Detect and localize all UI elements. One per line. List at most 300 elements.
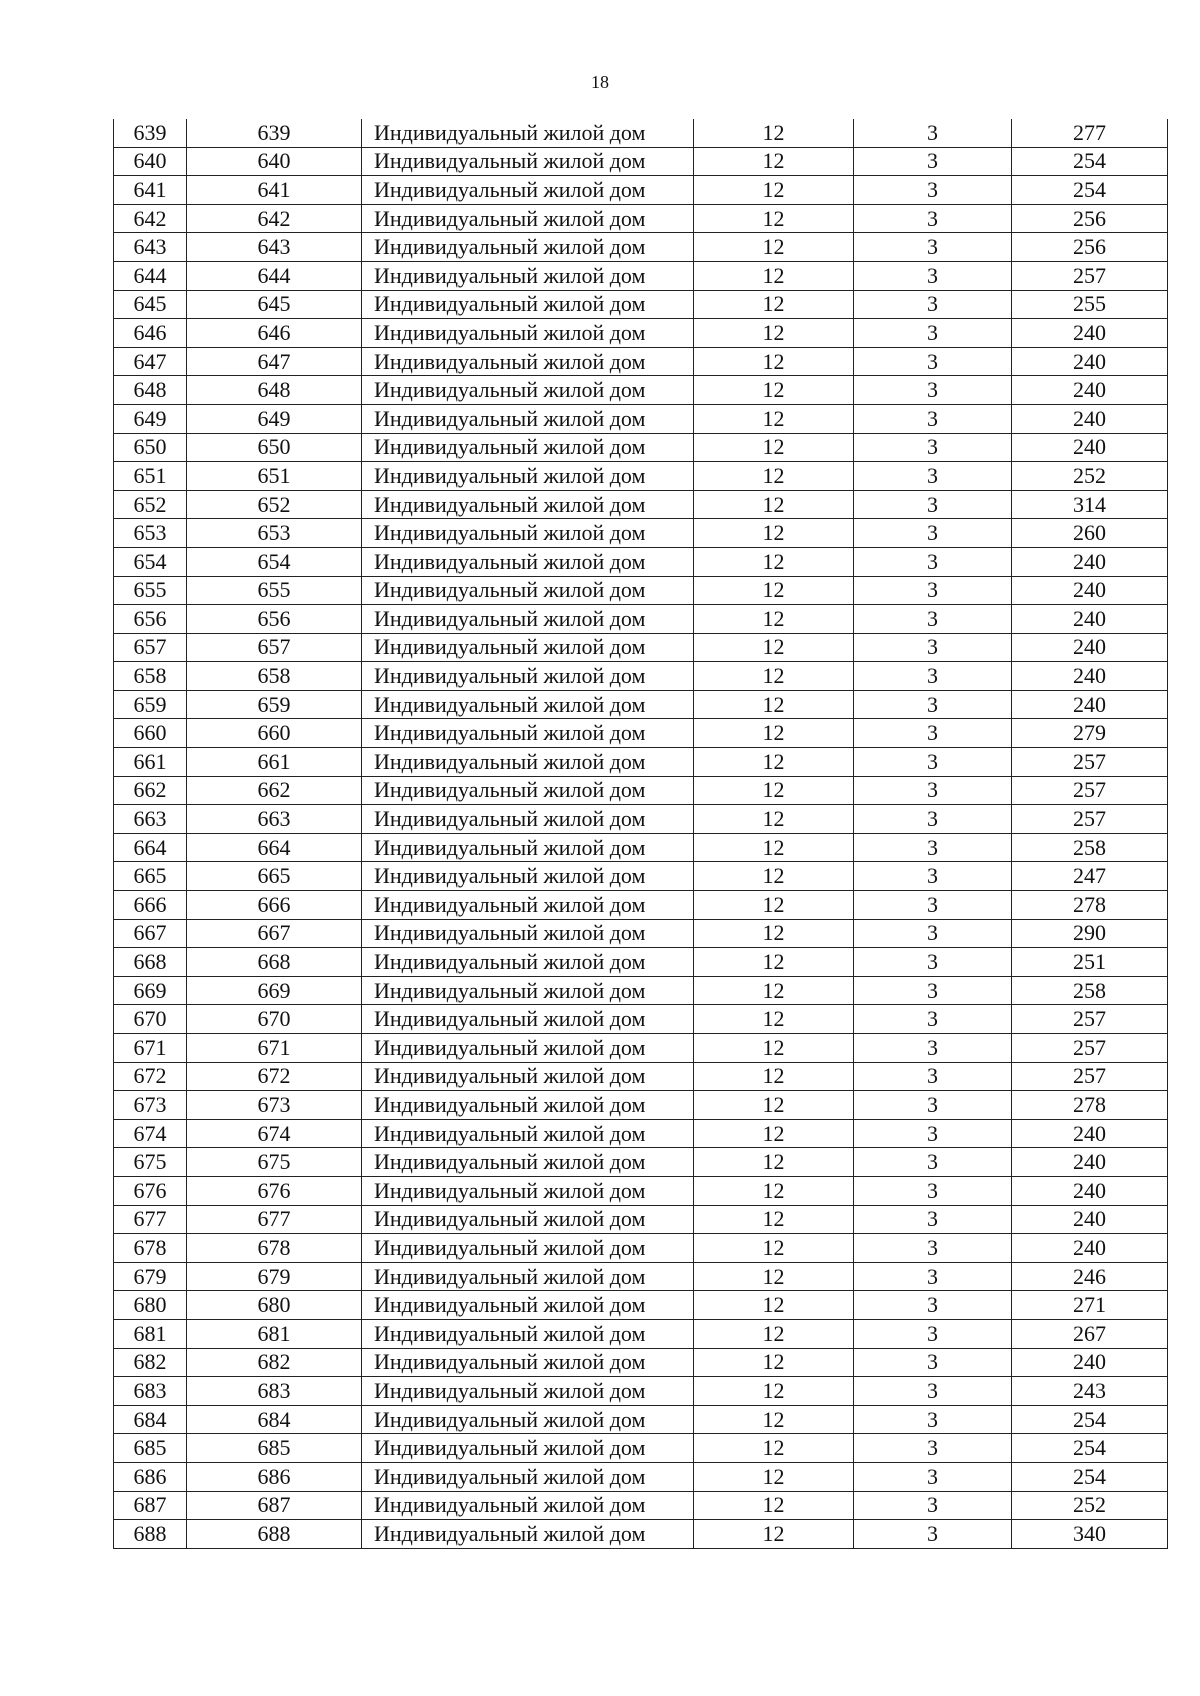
value-b-cell: 3 <box>854 833 1012 862</box>
area-cell: 252 <box>1012 462 1168 491</box>
plot-number-cell: 643 <box>187 233 362 262</box>
object-type-cell: Индивидуальный жилой дом <box>362 1262 694 1291</box>
table-row <box>114 433 1168 462</box>
plot-number-cell: 670 <box>187 1005 362 1034</box>
plot-number-cell: 673 <box>187 1091 362 1120</box>
plot-number-cell: 686 <box>187 1462 362 1491</box>
value-a-cell: 12 <box>694 776 854 805</box>
object-type-cell: Индивидуальный жилой дом <box>362 147 694 176</box>
object-type-cell: Индивидуальный жилой дом <box>362 1520 694 1549</box>
value-a-cell: 12 <box>694 633 854 662</box>
row-number-cell: 656 <box>114 605 187 634</box>
table-row <box>114 1462 1168 1491</box>
value-a-cell: 12 <box>694 1205 854 1234</box>
value-a-cell: 12 <box>694 1319 854 1348</box>
value-b-cell: 3 <box>854 233 1012 262</box>
plot-number-cell: 687 <box>187 1491 362 1520</box>
plot-number-cell: 666 <box>187 891 362 920</box>
value-b-cell: 3 <box>854 605 1012 634</box>
value-a-cell: 12 <box>694 404 854 433</box>
plot-number-cell: 664 <box>187 833 362 862</box>
table-row <box>114 690 1168 719</box>
object-type-cell: Индивидуальный жилой дом <box>362 347 694 376</box>
row-number-cell: 675 <box>114 1148 187 1177</box>
table-row <box>114 576 1168 605</box>
table-row <box>114 290 1168 319</box>
table-row <box>114 1234 1168 1263</box>
registry-table-body <box>114 119 1168 1548</box>
value-a-cell: 12 <box>694 805 854 834</box>
plot-number-cell: 674 <box>187 1119 362 1148</box>
table-row <box>114 719 1168 748</box>
value-b-cell: 3 <box>854 1491 1012 1520</box>
area-cell: 240 <box>1012 347 1168 376</box>
area-cell: 240 <box>1012 1234 1168 1263</box>
object-type-cell: Индивидуальный жилой дом <box>362 833 694 862</box>
area-cell: 254 <box>1012 147 1168 176</box>
row-number-cell: 678 <box>114 1234 187 1263</box>
object-type-cell: Индивидуальный жилой дом <box>362 1034 694 1063</box>
row-number-cell: 659 <box>114 690 187 719</box>
value-b-cell: 3 <box>854 919 1012 948</box>
area-cell: 257 <box>1012 1062 1168 1091</box>
value-a-cell: 12 <box>694 1034 854 1063</box>
value-b-cell: 3 <box>854 976 1012 1005</box>
value-b-cell: 3 <box>854 1520 1012 1549</box>
value-b-cell: 3 <box>854 319 1012 348</box>
object-type-cell: Индивидуальный жилой дом <box>362 1005 694 1034</box>
area-cell: 240 <box>1012 433 1168 462</box>
area-cell: 257 <box>1012 805 1168 834</box>
value-a-cell: 12 <box>694 204 854 233</box>
row-number-cell: 670 <box>114 1005 187 1034</box>
area-cell: 256 <box>1012 233 1168 262</box>
table-row <box>114 1491 1168 1520</box>
area-cell: 252 <box>1012 1491 1168 1520</box>
object-type-cell: Индивидуальный жилой дом <box>362 490 694 519</box>
table-row <box>114 948 1168 977</box>
value-b-cell: 3 <box>854 1091 1012 1120</box>
row-number-cell: 641 <box>114 176 187 205</box>
object-type-cell: Индивидуальный жилой дом <box>362 1234 694 1263</box>
object-type-cell: Индивидуальный жилой дом <box>362 1462 694 1491</box>
row-number-cell: 676 <box>114 1176 187 1205</box>
table-row <box>114 1176 1168 1205</box>
plot-number-cell: 642 <box>187 204 362 233</box>
area-cell: 290 <box>1012 919 1168 948</box>
row-number-cell: 642 <box>114 204 187 233</box>
row-number-cell: 666 <box>114 891 187 920</box>
value-b-cell: 3 <box>854 1062 1012 1091</box>
value-b-cell: 3 <box>854 404 1012 433</box>
value-a-cell: 12 <box>694 1119 854 1148</box>
row-number-cell: 685 <box>114 1434 187 1463</box>
object-type-cell: Индивидуальный жилой дом <box>362 1319 694 1348</box>
object-type-cell: Индивидуальный жилой дом <box>362 547 694 576</box>
table-row <box>114 1520 1168 1549</box>
table-row <box>114 805 1168 834</box>
object-type-cell: Индивидуальный жилой дом <box>362 891 694 920</box>
value-a-cell: 12 <box>694 662 854 691</box>
plot-number-cell: 657 <box>187 633 362 662</box>
plot-number-cell: 658 <box>187 662 362 691</box>
area-cell: 314 <box>1012 490 1168 519</box>
row-number-cell: 679 <box>114 1262 187 1291</box>
row-number-cell: 648 <box>114 376 187 405</box>
plot-number-cell: 678 <box>187 1234 362 1263</box>
object-type-cell: Индивидуальный жилой дом <box>362 605 694 634</box>
value-a-cell: 12 <box>694 433 854 462</box>
value-b-cell: 3 <box>854 1291 1012 1320</box>
plot-number-cell: 645 <box>187 290 362 319</box>
table-row <box>114 1377 1168 1406</box>
value-a-cell: 12 <box>694 1234 854 1263</box>
plot-number-cell: 676 <box>187 1176 362 1205</box>
table-row <box>114 1405 1168 1434</box>
value-a-cell: 12 <box>694 1262 854 1291</box>
value-a-cell: 12 <box>694 576 854 605</box>
value-b-cell: 3 <box>854 719 1012 748</box>
object-type-cell: Индивидуальный жилой дом <box>362 1176 694 1205</box>
plot-number-cell: 647 <box>187 347 362 376</box>
object-type-cell: Индивидуальный жилой дом <box>362 1119 694 1148</box>
table-row <box>114 147 1168 176</box>
table-row <box>114 1005 1168 1034</box>
value-a-cell: 12 <box>694 919 854 948</box>
area-cell: 240 <box>1012 1176 1168 1205</box>
area-cell: 258 <box>1012 976 1168 1005</box>
plot-number-cell: 663 <box>187 805 362 834</box>
table-row <box>114 519 1168 548</box>
table-row <box>114 748 1168 777</box>
value-b-cell: 3 <box>854 490 1012 519</box>
value-b-cell: 3 <box>854 690 1012 719</box>
value-a-cell: 12 <box>694 1434 854 1463</box>
area-cell: 251 <box>1012 948 1168 977</box>
value-a-cell: 12 <box>694 891 854 920</box>
object-type-cell: Индивидуальный жилой дом <box>362 862 694 891</box>
value-a-cell: 12 <box>694 833 854 862</box>
object-type-cell: Индивидуальный жилой дом <box>362 919 694 948</box>
value-a-cell: 12 <box>694 1462 854 1491</box>
area-cell: 340 <box>1012 1520 1168 1549</box>
value-a-cell: 12 <box>694 1291 854 1320</box>
area-cell: 240 <box>1012 605 1168 634</box>
value-a-cell: 12 <box>694 748 854 777</box>
plot-number-cell: 685 <box>187 1434 362 1463</box>
table-row <box>114 1291 1168 1320</box>
plot-number-cell: 662 <box>187 776 362 805</box>
row-number-cell: 639 <box>114 119 187 147</box>
area-cell: 258 <box>1012 833 1168 862</box>
plot-number-cell: 661 <box>187 748 362 777</box>
object-type-cell: Индивидуальный жилой дом <box>362 261 694 290</box>
table-row <box>114 776 1168 805</box>
value-b-cell: 3 <box>854 576 1012 605</box>
row-number-cell: 682 <box>114 1348 187 1377</box>
value-b-cell: 3 <box>854 1262 1012 1291</box>
value-a-cell: 12 <box>694 862 854 891</box>
value-a-cell: 12 <box>694 1176 854 1205</box>
page-number: 18 <box>591 72 609 92</box>
object-type-cell: Индивидуальный жилой дом <box>362 176 694 205</box>
value-b-cell: 3 <box>854 805 1012 834</box>
table-row <box>114 605 1168 634</box>
object-type-cell: Индивидуальный жилой дом <box>362 633 694 662</box>
plot-number-cell: 644 <box>187 261 362 290</box>
value-a-cell: 12 <box>694 376 854 405</box>
plot-number-cell: 665 <box>187 862 362 891</box>
value-a-cell: 12 <box>694 1405 854 1434</box>
plot-number-cell: 684 <box>187 1405 362 1434</box>
area-cell: 240 <box>1012 576 1168 605</box>
table-row <box>114 1091 1168 1120</box>
object-type-cell: Индивидуальный жилой дом <box>362 433 694 462</box>
object-type-cell: Индивидуальный жилой дом <box>362 119 694 147</box>
value-b-cell: 3 <box>854 519 1012 548</box>
row-number-cell: 647 <box>114 347 187 376</box>
table-row <box>114 976 1168 1005</box>
value-a-cell: 12 <box>694 719 854 748</box>
value-b-cell: 3 <box>854 1205 1012 1234</box>
row-number-cell: 651 <box>114 462 187 491</box>
object-type-cell: Индивидуальный жилой дом <box>362 290 694 319</box>
value-a-cell: 12 <box>694 119 854 147</box>
area-cell: 257 <box>1012 261 1168 290</box>
area-cell: 240 <box>1012 1348 1168 1377</box>
row-number-cell: 665 <box>114 862 187 891</box>
area-cell: 277 <box>1012 119 1168 147</box>
value-b-cell: 3 <box>854 1405 1012 1434</box>
value-a-cell: 12 <box>694 290 854 319</box>
table-row <box>114 1148 1168 1177</box>
object-type-cell: Индивидуальный жилой дом <box>362 976 694 1005</box>
row-number-cell: 681 <box>114 1319 187 1348</box>
plot-number-cell: 682 <box>187 1348 362 1377</box>
table-row <box>114 633 1168 662</box>
value-b-cell: 3 <box>854 261 1012 290</box>
plot-number-cell: 679 <box>187 1262 362 1291</box>
row-number-cell: 655 <box>114 576 187 605</box>
area-cell: 246 <box>1012 1262 1168 1291</box>
area-cell: 243 <box>1012 1377 1168 1406</box>
plot-number-cell: 650 <box>187 433 362 462</box>
plot-number-cell: 649 <box>187 404 362 433</box>
object-type-cell: Индивидуальный жилой дом <box>362 1291 694 1320</box>
value-b-cell: 3 <box>854 1434 1012 1463</box>
area-cell: 240 <box>1012 404 1168 433</box>
row-number-cell: 654 <box>114 547 187 576</box>
value-a-cell: 12 <box>694 948 854 977</box>
plot-number-cell: 656 <box>187 605 362 634</box>
plot-number-cell: 659 <box>187 690 362 719</box>
object-type-cell: Индивидуальный жилой дом <box>362 1205 694 1234</box>
plot-number-cell: 677 <box>187 1205 362 1234</box>
row-number-cell: 664 <box>114 833 187 862</box>
object-type-cell: Индивидуальный жилой дом <box>362 662 694 691</box>
object-type-cell: Индивидуальный жилой дом <box>362 576 694 605</box>
object-type-cell: Индивидуальный жилой дом <box>362 376 694 405</box>
value-a-cell: 12 <box>694 690 854 719</box>
plot-number-cell: 672 <box>187 1062 362 1091</box>
table-row <box>114 204 1168 233</box>
area-cell: 240 <box>1012 1119 1168 1148</box>
table-row <box>114 1119 1168 1148</box>
row-number-cell: 640 <box>114 147 187 176</box>
plot-number-cell: 646 <box>187 319 362 348</box>
row-number-cell: 683 <box>114 1377 187 1406</box>
value-a-cell: 12 <box>694 1148 854 1177</box>
value-a-cell: 12 <box>694 319 854 348</box>
row-number-cell: 674 <box>114 1119 187 1148</box>
area-cell: 267 <box>1012 1319 1168 1348</box>
table-row <box>114 119 1168 147</box>
table-row <box>114 547 1168 576</box>
row-number-cell: 644 <box>114 261 187 290</box>
row-number-cell: 673 <box>114 1091 187 1120</box>
table-row <box>114 833 1168 862</box>
table-row <box>114 233 1168 262</box>
area-cell: 240 <box>1012 662 1168 691</box>
plot-number-cell: 640 <box>187 147 362 176</box>
area-cell: 257 <box>1012 1005 1168 1034</box>
area-cell: 260 <box>1012 519 1168 548</box>
value-b-cell: 3 <box>854 347 1012 376</box>
value-b-cell: 3 <box>854 1005 1012 1034</box>
area-cell: 254 <box>1012 1434 1168 1463</box>
table-row <box>114 1262 1168 1291</box>
object-type-cell: Индивидуальный жилой дом <box>362 1148 694 1177</box>
row-number-cell: 688 <box>114 1520 187 1549</box>
value-b-cell: 3 <box>854 1348 1012 1377</box>
row-number-cell: 661 <box>114 748 187 777</box>
object-type-cell: Индивидуальный жилой дом <box>362 748 694 777</box>
row-number-cell: 671 <box>114 1034 187 1063</box>
value-b-cell: 3 <box>854 1034 1012 1063</box>
value-a-cell: 12 <box>694 519 854 548</box>
value-a-cell: 12 <box>694 605 854 634</box>
value-a-cell: 12 <box>694 176 854 205</box>
value-b-cell: 3 <box>854 147 1012 176</box>
plot-number-cell: 655 <box>187 576 362 605</box>
plot-number-cell: 681 <box>187 1319 362 1348</box>
value-a-cell: 12 <box>694 1520 854 1549</box>
object-type-cell: Индивидуальный жилой дом <box>362 776 694 805</box>
value-b-cell: 3 <box>854 776 1012 805</box>
table-row <box>114 176 1168 205</box>
row-number-cell: 645 <box>114 290 187 319</box>
object-type-cell: Индивидуальный жилой дом <box>362 233 694 262</box>
area-cell: 240 <box>1012 547 1168 576</box>
object-type-cell: Индивидуальный жилой дом <box>362 1491 694 1520</box>
value-b-cell: 3 <box>854 662 1012 691</box>
area-cell: 254 <box>1012 1462 1168 1491</box>
value-a-cell: 12 <box>694 1491 854 1520</box>
value-a-cell: 12 <box>694 1005 854 1034</box>
value-b-cell: 3 <box>854 633 1012 662</box>
row-number-cell: 658 <box>114 662 187 691</box>
value-b-cell: 3 <box>854 1234 1012 1263</box>
plot-number-cell: 680 <box>187 1291 362 1320</box>
object-type-cell: Индивидуальный жилой дом <box>362 204 694 233</box>
object-type-cell: Индивидуальный жилой дом <box>362 1062 694 1091</box>
object-type-cell: Индивидуальный жилой дом <box>362 519 694 548</box>
table-row <box>114 1205 1168 1234</box>
table-row <box>114 891 1168 920</box>
row-number-cell: 650 <box>114 433 187 462</box>
value-b-cell: 3 <box>854 290 1012 319</box>
value-b-cell: 3 <box>854 1148 1012 1177</box>
row-number-cell: 687 <box>114 1491 187 1520</box>
area-cell: 271 <box>1012 1291 1168 1320</box>
row-number-cell: 660 <box>114 719 187 748</box>
table-row <box>114 1034 1168 1063</box>
plot-number-cell: 688 <box>187 1520 362 1549</box>
plot-number-cell: 651 <box>187 462 362 491</box>
value-b-cell: 3 <box>854 176 1012 205</box>
value-a-cell: 12 <box>694 1062 854 1091</box>
row-number-cell: 657 <box>114 633 187 662</box>
row-number-cell: 680 <box>114 1291 187 1320</box>
plot-number-cell: 654 <box>187 547 362 576</box>
plot-number-cell: 648 <box>187 376 362 405</box>
area-cell: 240 <box>1012 1205 1168 1234</box>
value-b-cell: 3 <box>854 948 1012 977</box>
table-row <box>114 490 1168 519</box>
row-number-cell: 652 <box>114 490 187 519</box>
plot-number-cell: 660 <box>187 719 362 748</box>
value-a-cell: 12 <box>694 462 854 491</box>
table-row <box>114 919 1168 948</box>
plot-number-cell: 667 <box>187 919 362 948</box>
plot-number-cell: 653 <box>187 519 362 548</box>
area-cell: 254 <box>1012 1405 1168 1434</box>
value-a-cell: 12 <box>694 147 854 176</box>
table-row <box>114 347 1168 376</box>
object-type-cell: Индивидуальный жилой дом <box>362 948 694 977</box>
value-a-cell: 12 <box>694 976 854 1005</box>
plot-number-cell: 669 <box>187 976 362 1005</box>
row-number-cell: 643 <box>114 233 187 262</box>
table-row <box>114 1062 1168 1091</box>
value-b-cell: 3 <box>854 1462 1012 1491</box>
row-number-cell: 669 <box>114 976 187 1005</box>
table-row <box>114 1348 1168 1377</box>
plot-number-cell: 652 <box>187 490 362 519</box>
area-cell: 278 <box>1012 891 1168 920</box>
area-cell: 278 <box>1012 1091 1168 1120</box>
plot-number-cell: 668 <box>187 948 362 977</box>
plot-number-cell: 671 <box>187 1034 362 1063</box>
table-row <box>114 662 1168 691</box>
object-type-cell: Индивидуальный жилой дом <box>362 1405 694 1434</box>
value-b-cell: 3 <box>854 376 1012 405</box>
row-number-cell: 649 <box>114 404 187 433</box>
value-b-cell: 3 <box>854 462 1012 491</box>
object-type-cell: Индивидуальный жилой дом <box>362 690 694 719</box>
object-type-cell: Индивидуальный жилой дом <box>362 1434 694 1463</box>
registry-table <box>113 119 1168 1549</box>
table-row <box>114 1319 1168 1348</box>
value-a-cell: 12 <box>694 1377 854 1406</box>
table-row <box>114 862 1168 891</box>
plot-number-cell: 683 <box>187 1377 362 1406</box>
object-type-cell: Индивидуальный жилой дом <box>362 719 694 748</box>
row-number-cell: 646 <box>114 319 187 348</box>
value-b-cell: 3 <box>854 748 1012 777</box>
area-cell: 240 <box>1012 690 1168 719</box>
value-a-cell: 12 <box>694 490 854 519</box>
